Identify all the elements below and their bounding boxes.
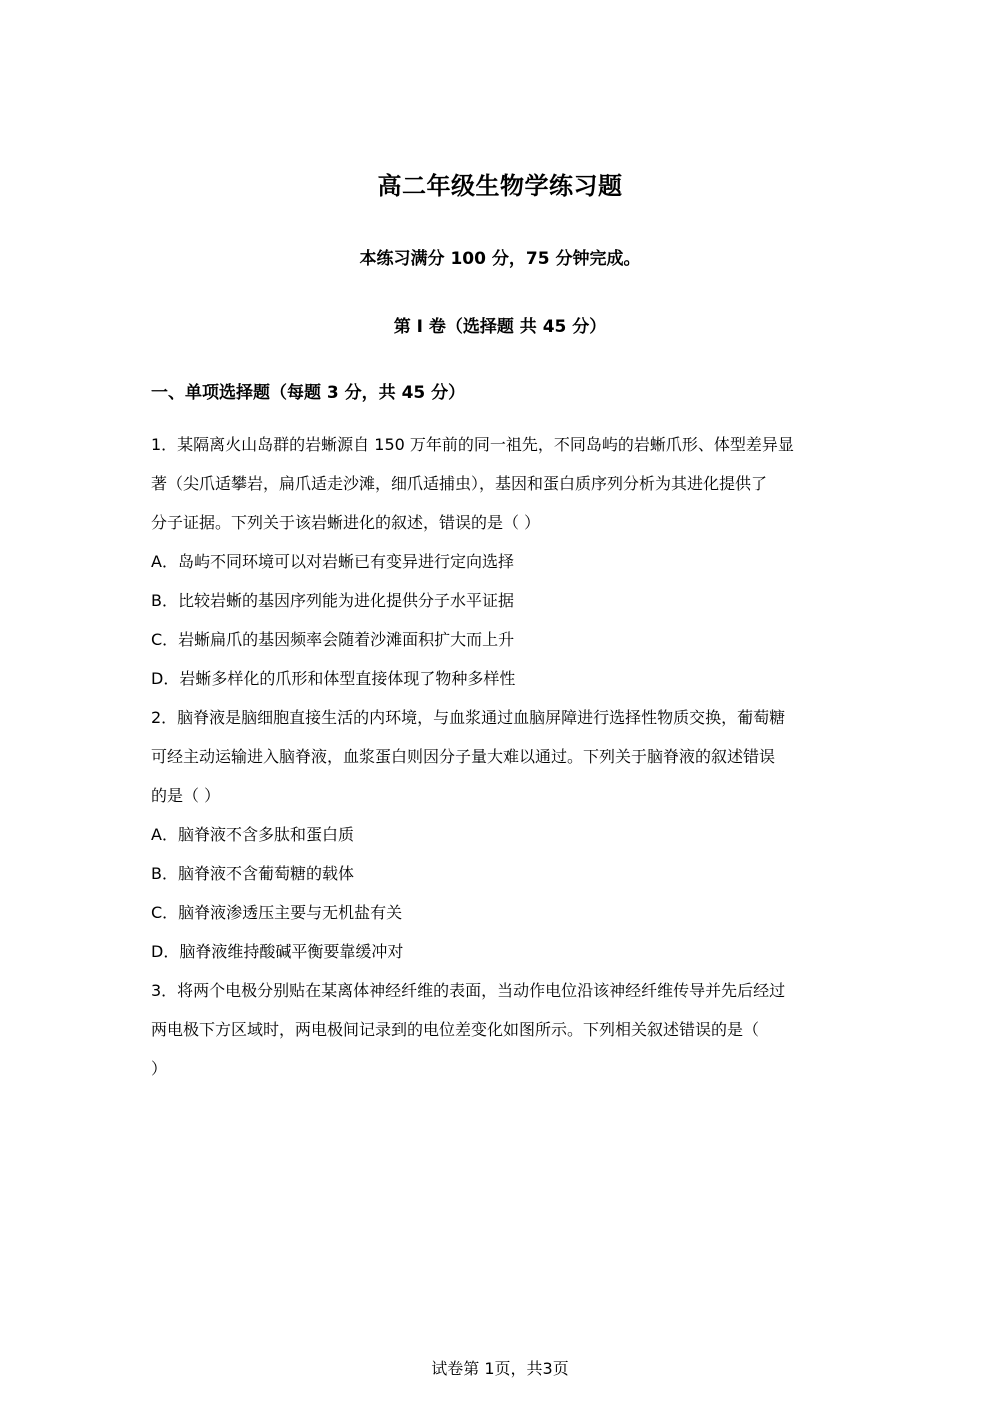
question-3-stem-line: 3．将两个电极分别贴在某离体神经纤维的表面，当动作电位沿该神经纤维传导并先后经过 (151, 981, 786, 1000)
question-1-option-d: D．岩蜥多样化的爪形和体型直接体现了物种多样性 (151, 669, 516, 688)
question-2-option-c: C．脑脊液渗透压主要与无机盐有关 (151, 903, 403, 922)
page-footer: 试卷第 1页，共3页 (431, 1359, 569, 1378)
exam-instructions: 本练习满分 100 分，75 分钟完成。 (359, 249, 641, 269)
question-3-stem-line: ） (151, 1059, 168, 1078)
questions-list (151, 425, 851, 1088)
question-2-option-b: B．脑脊液不含葡萄糖的载体 (151, 864, 354, 883)
question-1-stem-line: 1．某隔离火山岛群的岩蜥源自 150 万年前的同一祖先，不同岛屿的岩蜥爪形、体型差异显 (151, 435, 794, 454)
volume-heading: 第 I 卷（选择题 共 45 分） (393, 317, 607, 337)
question-2 (151, 698, 851, 971)
question-1-option-c: C．岩蜥扁爪的基因频率会随着沙滩面积扩大而上升 (151, 630, 515, 649)
section-heading: 一、单项选择题（每题 3 分，共 45 分） (151, 383, 466, 403)
question-1-stem-line: 分子证据。下列关于该岩蜥进化的叙述，错误的是（ ） (151, 513, 541, 532)
page-title: 高二年级生物学练习题 (377, 172, 623, 200)
question-2-stem-line: 可经主动运输进入脑脊液，血浆蛋白则因分子量大难以通过。下列关于脑脊液的叙述错误 (151, 747, 776, 766)
question-1-stem-line: 著（尖爪适攀岩，扁爪适走沙滩，细爪适捕虫），基因和蛋白质序列分析为其进化提供了 (151, 474, 768, 493)
question-2-stem-line: 的是（ ） (151, 786, 221, 805)
question-3-stem-line: 两电极下方区域时，两电极间记录到的电位差变化如图所示。下列相关叙述错误的是（ (151, 1020, 760, 1039)
question-2-stem-line: 2．脑脊液是脑细胞直接生活的内环境，与血浆通过血脑屏障进行选择性物质交换，葡萄糖 (151, 708, 786, 727)
question-2-option-d: D．脑脊液维持酸碱平衡要靠缓冲对 (151, 942, 404, 961)
question-1-option-b: B．比较岩蜥的基因序列能为进化提供分子水平证据 (151, 591, 514, 610)
question-3 (151, 971, 851, 1088)
question-1-option-a: A．岛屿不同环境可以对岩蜥已有变异进行定向选择 (151, 552, 514, 571)
question-2-option-a: A．脑脊液不含多肽和蛋白质 (151, 825, 354, 844)
question-1 (151, 425, 851, 698)
